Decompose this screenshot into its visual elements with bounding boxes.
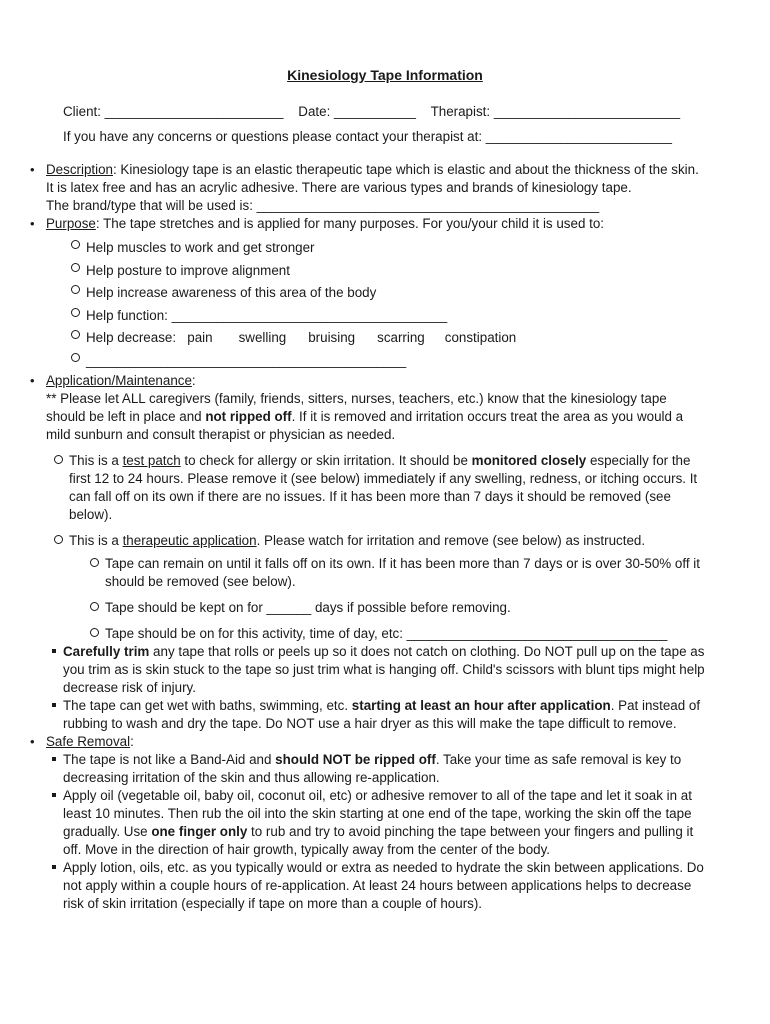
therapeutic-suboption: Tape should be kept on for ______ days if possible before removing. (90, 599, 706, 617)
circle-option-icon (71, 263, 80, 272)
purpose-label: Purpose (46, 216, 96, 231)
removal-item: The tape is not like a Band-Aid and should NOT be ripped off. Take your time as safe removal is key to decreasing irritation of the skin and thus allowing re-application. (46, 751, 706, 787)
circle-option-icon (90, 558, 99, 567)
therapeutic-suboptions (90, 555, 706, 643)
purpose-option-blank: ___________________________________________ (71, 350, 706, 373)
purpose-options (71, 237, 706, 373)
caregiver-note: ** Please let ALL caregivers (family, friends, sitters, nurses, teachers, etc.) know that the kinesiology tape should be left in place and not ripped off. If it is removed and irritation occurs treat the area as you would a mild sunburn and consult therapist or physician as needed. (46, 390, 684, 442)
contact-line: If you have any concerns or questions please contact your therapist at: _________________________ (63, 129, 672, 144)
test-patch-option: This is a test patch to check for allergy or skin irritation. It should be monitored closely especially for the first 12 to 24 hours. Please remove it (see below) immediately if any swelling, redness, or itching occurs. It can fall off on its own if there are no issues. If it has been more than 7 days it should be removed (see below). (54, 452, 706, 524)
decrease-item: swelling (238, 330, 287, 346)
purpose-section (30, 215, 706, 373)
bullet-icon: • (30, 733, 35, 749)
decrease-item: scarring (377, 330, 425, 346)
circle-option-icon (71, 330, 80, 339)
purpose-option: Help muscles to work and get stronger (71, 237, 706, 260)
circle-option-icon (54, 535, 63, 544)
square-bullet-icon (52, 757, 56, 761)
client-date-therapist-line: Client: ________________________ Date: ___________ Therapist: _________________________ (63, 104, 681, 119)
removal-item: Apply lotion, oils, etc. as you typically would or extra as needed to hydrate the skin between applications. Do not apply within a couple hours of re-application. At least 24 hours between applications helps to decrease risk of skin irritation (especially if tape on more than a couple of hours). (46, 859, 706, 913)
decrease-item: pain (187, 330, 213, 346)
wet-item: The tape can get wet with baths, swimming, etc. starting at least an hour after application. Pat instead of rubbing to wash and dry the tape. Do NOT use a hair dryer as this will make the tape difficult to remove. (46, 697, 706, 733)
purpose-option: Help posture to improve alignment (71, 260, 706, 283)
document-body (30, 161, 706, 913)
circle-option-icon (90, 628, 99, 637)
circle-option-icon (54, 455, 63, 464)
bullet-icon: • (30, 372, 35, 388)
description-label: Description (46, 162, 113, 177)
therapeutic-option: This is a therapeutic application. Please watch for irritation and remove (see below) as instructed. Tape can remain on until it falls off on its own. If it has been more than 7 days or is over 30-50% off it should be removed (see below). Tape should be kept on for ______ days if possible before removing. Tape should be on for this activity, time of day, etc: ___________________________________ (54, 532, 706, 643)
purpose-option: Help function: _____________________________________ (71, 305, 706, 328)
removal-item: Apply oil (vegetable oil, baby oil, coconut oil, etc) or adhesive remover to all of the tape and let it soak in at least 10 minutes. Then rub the oil into the skin starting at one end of the tape, working the skin off the tape gradually. Use one finger only to rub and try to avoid pinching the tape between your fingers and pulling it off. Move in the direction of hair growth, typically away from the center of the body. (46, 787, 706, 859)
circle-option-icon (90, 602, 99, 611)
purpose-option-decrease: Help decrease: pain swelling bruising scarring constipation (71, 327, 706, 350)
square-bullet-icon (52, 649, 56, 653)
purpose-text: : The tape stretches and is applied for many purposes. For you/your child it is used to: (95, 216, 604, 231)
bullet-icon: • (30, 216, 35, 231)
circle-option-icon (71, 308, 80, 317)
application-label: Application/Maintenance (46, 372, 192, 388)
brand-line: The brand/type that will be used is: ______________________________________________ (46, 198, 600, 213)
description-section (30, 161, 706, 215)
therapeutic-suboption: Tape should be on for this activity, time of day, etc: ___________________________________ (90, 625, 706, 643)
description-text: : Kinesiology tape is an elastic therapeutic tape which is elastic and about the thickness of the skin. It is latex free and has an acrylic adhesive. There are various types and brands of kinesiology tape. (46, 162, 699, 195)
removal-section: • Safe Removal: The tape is not like a Band-Aid and should NOT be ripped off. Take your time as safe removal is key to decreasing irritation of the skin and thus allowing re-application. Apply oil (vegetable oil, baby oil, coconut oil, etc) or adhesive remover to all of the tape and let it soak in at least 10 minutes. Then rub the oil into the skin starting at one end of the tape, working the skin off the tape gradually. Use one finger only to rub and try to avoid pinching the tape between your fingers and pulling it off. Move in the direction of hair growth, typically away from the center of the body. Apply lotion, oils, etc. as you typically would or extra as needed to hydrate the skin between applications. Do not apply within a couple hours of re-application. At least 24 hours between applications helps to decrease risk of skin irritation (especially if tape on more than a couple of hours). (46, 733, 706, 913)
square-bullet-icon (52, 865, 56, 869)
square-bullet-icon (52, 793, 56, 797)
circle-option-icon (71, 240, 80, 249)
removal-label: Safe Removal (46, 733, 131, 749)
circle-option-icon (71, 353, 80, 362)
circle-option-icon (71, 285, 80, 294)
application-section: • Application/Maintenance: ** Please let ALL caregivers (family, friends, sitters, nurses, teachers, etc.) know that the kinesiology tape should be left in place and not ripped off. If it is removed and irritation occurs treat the area as you would a mild sunburn and consult therapist or physician as needed. This is a test patch to check for allergy or skin irritation. It should be monitored closely especially for the first 12 to 24 hours. Please remove it (see below) immediately if any swelling, redness, or itching occurs. It can fall off on its own if there are no issues. If it has been more than 7 days it should be removed (see below). This is a therapeutic application. Please watch for irritation and remove (see below) as instructed. Tape can remain on until it falls off on its own. If it has been more than 7 days or is over 30-50% off it should be removed (see below). Tape should be kept on for ______ days if possible before removing. Tape should be on for this activity, time of day, etc: ___________________________________ Carefully trim any tape that rolls or peels up so it does not catch on clothing. Do NOT pull up on the tape as you trim as is skin stuck to the tape so just trim what is hanging off. Child's scissors with blunt tips might help decrease risk of injury. The tape can get wet with baths, swimming, etc. starting at least an hour after application. Pat instead of rubbing to wash and dry the tape. Do NOT use a hair dryer as this will make the tape difficult to remove. (30, 372, 705, 731)
page-title: Kinesiology Tape Information (287, 67, 483, 83)
square-bullet-icon (52, 703, 56, 707)
bullet-icon: • (30, 162, 35, 177)
therapeutic-suboption: Tape can remain on until it falls off on its own. If it has been more than 7 days or is over 30-50% off it should be removed (see below). (90, 555, 706, 591)
trim-item: Carefully trim any tape that rolls or peels up so it does not catch on clothing. Do NOT pull up on the tape as you trim as is skin stuck to the tape so just trim what is hanging off. Child's scissors with blunt tips might help decrease risk of injury. (46, 643, 706, 697)
decrease-item: bruising (308, 330, 356, 346)
purpose-option: Help increase awareness of this area of the body (71, 282, 706, 305)
decrease-item: constipation (444, 330, 517, 346)
